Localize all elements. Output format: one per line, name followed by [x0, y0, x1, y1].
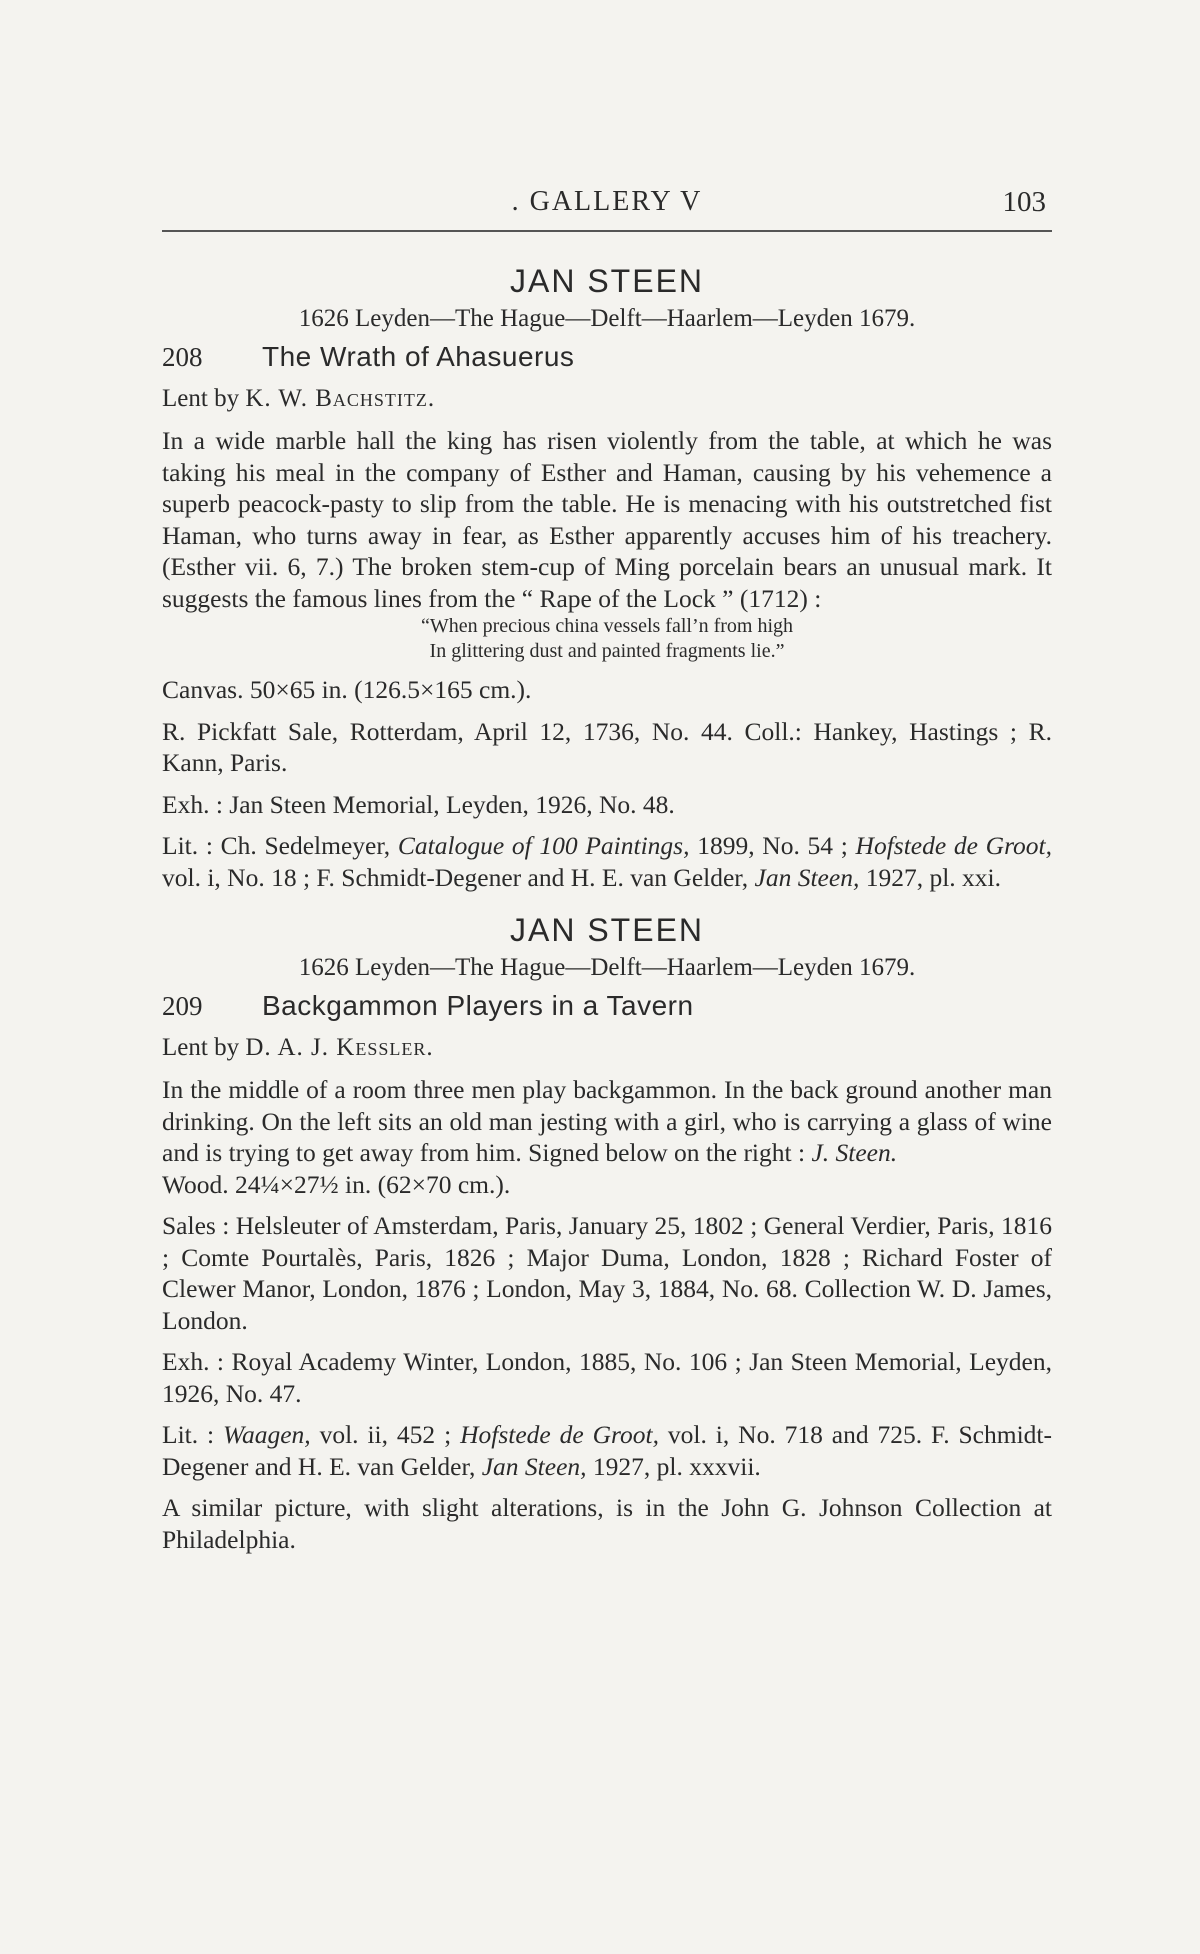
entry-literature — [162, 830, 1052, 893]
lit-text: vol. ii, 452 ; — [310, 1420, 461, 1449]
lit-text: vol. i, No. 718 and 725. F. Schmidt-Degener and H. E. van Gelder, — [162, 1420, 1052, 1481]
entry-title: Backgammon Players in a Tavern — [262, 990, 694, 1021]
lit-text: Lit. : — [162, 1420, 224, 1449]
lit-italic: Hofstede de Groot, — [460, 1420, 659, 1449]
artist-name: JAN STEEN — [509, 912, 705, 948]
signature-text: J. Steen. — [811, 1138, 898, 1167]
lit-italic: Hofstede de Groot, — [855, 831, 1053, 860]
entry-medium: Canvas. 50×65 in. (126.5×165 cm.). — [162, 675, 532, 704]
artist-dates: 1626 Leyden—The Hague—Delft—Haarlem—Leyden 1679. — [298, 954, 916, 981]
lender-name: K. W. Bachstitz. — [245, 385, 436, 412]
lit-text: 1927, pl. xxxvii. — [586, 1451, 761, 1481]
lit-italic: Catalogue of 100 Paintings, — [397, 831, 690, 860]
lender-name: D. A. J. Kessler. — [245, 1034, 434, 1061]
catalogue-page — [162, 180, 1052, 1555]
quote-line-2: In glittering dust and painted fragments lie.” — [429, 640, 785, 662]
entry-exhibited: Exh. : Jan Steen Memorial, Leyden, 1926, No. 48. — [162, 789, 675, 819]
entry-number: 209 — [162, 991, 203, 1021]
lender-line — [162, 1031, 1052, 1064]
entry-sales: Sales : Helsleuter of Amsterdam, Paris, January 25, 1802 ; General Verdier, Paris, 1816 ; Comte Pourtalès, Paris, 1826 ; Major Duma, London, 1828 ; Richard Foster of Clewer Manor, London, 1876 ; London, May 3, 1884, No. 68. Collection W. D. James, London. — [162, 1211, 1052, 1335]
entry-heading — [162, 338, 1052, 376]
lent-prefix: Lent by — [162, 385, 246, 412]
entry-description: In a wide marble hall the king has risen violently from the table, at which he was taking his meal in the company of Esther and Haman, causing by his vehemence a superb peacock-pasty to slip from the table. He is menacing with his outstretched fist Haman, who turns away in fear, as Esther apparently accuses him of his treachery. (Esther vii. 6, 7.) The broken stem-cup of Ming porcelain bears an unusual mark. It suggests the famous lines from the “ Rape of the Lock ” (1712) : — [162, 426, 1052, 613]
lit-text: 1927, pl. xxi. — [859, 862, 1001, 892]
lit-italic: Jan Steen, — [481, 1451, 587, 1481]
lender-line — [162, 382, 1052, 415]
running-title: . GALLERY V — [511, 186, 703, 217]
description-text: In the middle of a room three men play backgammon. In the back ground another man drinking. On the left sits an old man jesting with a girl, who is carrying a glass of wine and is trying to get away from him. Signed below on the right : — [162, 1075, 1052, 1167]
lent-prefix: Lent by — [162, 1034, 246, 1061]
entry-medium: Wood. 24¼×27½ in. (62×70 cm.). — [162, 1169, 511, 1199]
catalogue-entry-208 — [162, 262, 1052, 893]
lit-italic: Jan Steen, — [754, 862, 860, 892]
entry-heading — [162, 987, 1052, 1025]
lit-text: 1899, No. 54 ; — [689, 831, 856, 860]
page-number: 103 — [1002, 186, 1046, 218]
header-rule — [162, 230, 1052, 232]
quote-line-1: “When precious china vessels fall’n from high — [420, 615, 794, 637]
entry-literature — [162, 1419, 1052, 1482]
running-head — [162, 180, 1052, 224]
entry-exhibited: Exh. : Royal Academy Winter, London, 1885, No. 106 ; Jan Steen Memorial, Leyden, 1926, No. 47. — [162, 1347, 1052, 1408]
entry-title: The Wrath of Ahasuerus — [262, 341, 575, 372]
lit-italic: Waagen, — [223, 1420, 311, 1449]
entry-number: 208 — [162, 342, 203, 372]
artist-name: JAN STEEN — [509, 263, 705, 299]
catalogue-entry-209 — [162, 911, 1052, 1555]
entry-note: A similar picture, with slight alterations, is in the John G. Johnson Collection at Philadelphia. — [162, 1493, 1052, 1554]
entry-provenance: R. Pickfatt Sale, Rotterdam, April 12, 1736, No. 44. Coll.: Hankey, Hastings ; R. Kann, Paris. — [162, 716, 1052, 777]
artist-dates: 1626 Leyden—The Hague—Delft—Haarlem—Leyden 1679. — [298, 305, 916, 332]
lit-text: Lit. : Ch. Sedelmeyer, — [162, 831, 398, 860]
lit-text: vol. i, No. 18 ; F. Schmidt-Degener and H. E. van Gelder, — [162, 862, 755, 892]
entry-description — [162, 1074, 1052, 1169]
